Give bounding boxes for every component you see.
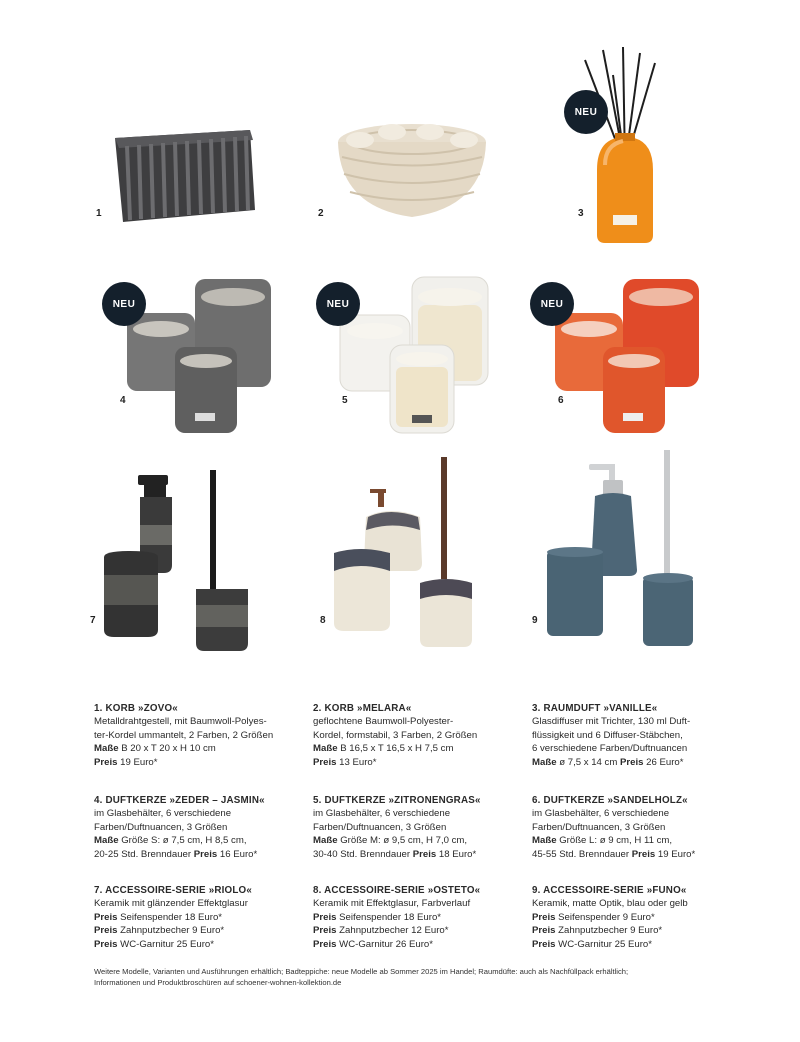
product-number: 1 xyxy=(96,208,102,219)
product-description xyxy=(94,794,309,861)
product-description xyxy=(313,702,528,769)
duration-price-line: 45-55 Std. Brenndauer Preis 19 Euro* xyxy=(532,848,696,860)
price-line: Preis Zahnputzbecher 9 Euro* xyxy=(532,925,663,937)
dimensions-line: Maße Größe M: ø 9,5 cm, H 7,0 cm, xyxy=(313,835,468,847)
dimensions-line: Maße Größe L: ø 9 cm, H 11 cm, xyxy=(532,835,673,847)
desc-line: Metalldrahtgestell, mit Baumwoll-Polyes- xyxy=(94,716,267,728)
candles-zitronengras-image xyxy=(338,275,493,435)
desc-line: ter-Kordel ummantelt, 2 Farben, 2 Größen xyxy=(94,729,274,741)
price-line: Preis Zahnputzbecher 9 Euro* xyxy=(94,925,225,937)
footer-line: Informationen und Produktbroschüren auf schoener-wohnen-kollektion.de xyxy=(94,978,342,987)
desc-line: Keramik mit Effektglasur, Farbverlauf xyxy=(313,898,471,910)
product-title: 7. ACCESSOIRE-SERIE »RIOLO« xyxy=(94,885,253,896)
desc-line: im Glasbehälter, 6 verschiedene xyxy=(532,808,670,820)
product-description xyxy=(532,794,747,861)
accessories-funo-image xyxy=(545,450,705,650)
desc-line: Keramik, matte Optik, blau oder gelb xyxy=(532,898,688,910)
new-badge: NEU xyxy=(102,282,146,326)
candles-zeder-jasmin-image xyxy=(125,275,275,435)
desc-line: Farben/Duftnuancen, 3 Größen xyxy=(313,821,447,833)
diffuser-vanille-image xyxy=(575,45,675,250)
product-title: 6. DUFTKERZE »SANDELHOLZ« xyxy=(532,795,688,806)
product-number: 6 xyxy=(558,395,564,406)
product-title: 2. KORB »MELARA« xyxy=(313,703,412,714)
duration-price-line: 20-25 Std. Brenndauer Preis 16 Euro* xyxy=(94,848,258,860)
duration-price-line: 30-40 Std. Brenndauer Preis 18 Euro* xyxy=(313,848,477,860)
new-badge: NEU xyxy=(316,282,360,326)
accessories-riolo-image xyxy=(100,465,260,655)
price-line: Preis WC-Garnitur 26 Euro* xyxy=(313,938,433,950)
accessories-osteto-image xyxy=(330,455,490,650)
product-number: 2 xyxy=(318,208,324,219)
price-line: Preis Zahnputzbecher 12 Euro* xyxy=(313,925,449,937)
desc-line: im Glasbehälter, 6 verschiedene xyxy=(313,808,451,820)
basket-zovo-image xyxy=(105,120,265,230)
basket-melara-image xyxy=(330,112,495,227)
product-number: 7 xyxy=(90,615,96,626)
dimensions-price-line: Maße ø 7,5 x 14 cm Preis 26 Euro* xyxy=(532,756,684,768)
product-title: 8. ACCESSOIRE-SERIE »OSTETO« xyxy=(313,885,481,896)
footer-line: Weitere Modelle, Varianten und Ausführungen erhältlich; Badteppiche: neue Modelle ab Sommer 2025 im Handel; Raumdüfte: auch als Nachfüllpack erhältlich; xyxy=(94,967,629,976)
product-title: 1. KORB »ZOVO« xyxy=(94,703,178,714)
desc-line: im Glasbehälter, 6 verschiedene xyxy=(94,808,232,820)
product-number: 9 xyxy=(532,615,538,626)
product-title: 9. ACCESSOIRE-SERIE »FUNO« xyxy=(532,885,687,896)
product-description xyxy=(532,702,747,769)
product-description xyxy=(94,702,309,769)
desc-line: Kordel, formstabil, 3 Farben, 2 Größen xyxy=(313,729,478,741)
desc-line: Glasdiffuser mit Trichter, 130 ml Duft- xyxy=(532,716,691,728)
product-title: 4. DUFTKERZE »ZEDER – JASMIN« xyxy=(94,795,265,806)
product-number: 8 xyxy=(320,615,326,626)
price-line: Preis WC-Garnitur 25 Euro* xyxy=(532,938,652,950)
price-line: Preis Seifenspender 18 Euro* xyxy=(313,911,442,923)
price-line: Preis WC-Garnitur 25 Euro* xyxy=(94,938,214,950)
desc-line: flüssigkeit und 6 Diffuser-Stäbchen, xyxy=(532,729,683,741)
desc-line: Keramik mit glänzender Effektglasur xyxy=(94,898,248,910)
candles-sandelholz-image xyxy=(553,275,703,435)
product-description xyxy=(94,884,309,951)
price-line: Preis Seifenspender 18 Euro* xyxy=(94,911,223,923)
product-title: 5. DUFTKERZE »ZITRONENGRAS« xyxy=(313,795,481,806)
product-description xyxy=(532,884,747,951)
product-number: 5 xyxy=(342,395,348,406)
desc-line: Farben/Duftnuancen, 3 Größen xyxy=(532,821,666,833)
price-line: Preis 13 Euro* xyxy=(313,756,377,768)
price-line: Preis Seifenspender 9 Euro* xyxy=(532,911,655,923)
footer-note xyxy=(94,966,714,988)
desc-line: Farben/Duftnuancen, 3 Größen xyxy=(94,821,228,833)
product-number: 3 xyxy=(578,208,584,219)
product-description xyxy=(313,794,528,861)
product-description xyxy=(313,884,528,951)
price-line: Preis 19 Euro* xyxy=(94,756,158,768)
dimensions-line: Maße B 16,5 x T 16,5 x H 7,5 cm xyxy=(313,743,454,755)
product-number: 4 xyxy=(120,395,126,406)
dimensions-line: Maße B 20 x T 20 x H 10 cm xyxy=(94,743,216,755)
dimensions-line: Maße Größe S: ø 7,5 cm, H 8,5 cm, xyxy=(94,835,247,847)
desc-line: geflochtene Baumwoll-Polyester- xyxy=(313,716,454,728)
product-title: 3. RAUMDUFT »VANILLE« xyxy=(532,703,658,714)
desc-line: 6 verschiedene Farben/Duftnuancen xyxy=(532,743,688,755)
new-badge: NEU xyxy=(530,282,574,326)
new-badge: NEU xyxy=(564,90,608,134)
